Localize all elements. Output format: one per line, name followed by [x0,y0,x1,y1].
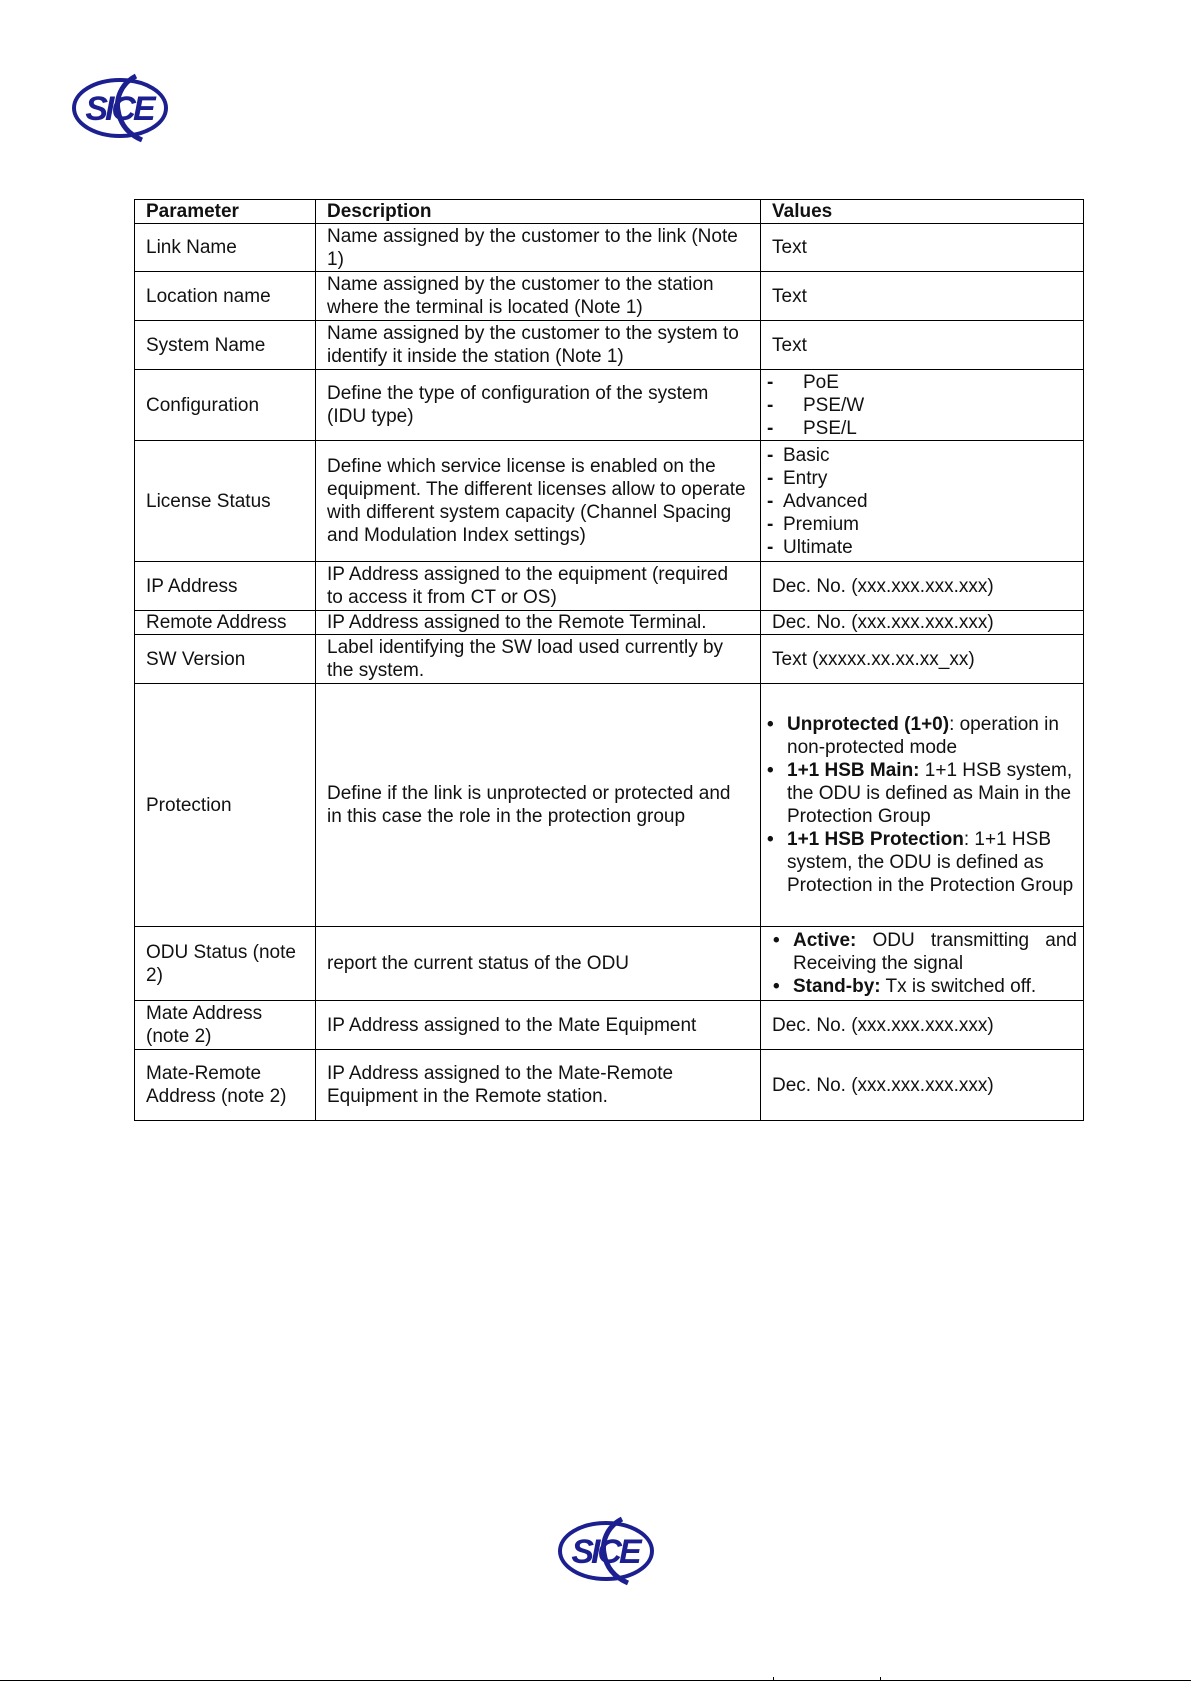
protection-values [765,713,1077,897]
value-cell [761,927,1084,1001]
parameter-cell: Link Name [135,224,316,272]
table-row [135,321,1084,370]
value-cell [761,684,1084,927]
table-row [135,1001,1084,1050]
list-item: • Stand-by: Tx is switched off. [765,975,1077,998]
parameter-cell: Protection [135,684,316,927]
parameter-cell: IP Address [135,562,316,611]
description-cell: Name assigned by the customer to the system to identify it inside the station (Note 1) [316,321,761,370]
parameter-cell: Remote Address [135,611,316,635]
value-cell: Text [761,224,1084,272]
description-cell: IP Address assigned to the Mate-Remote Equipment in the Remote station. [316,1050,761,1121]
footer-tick [773,1677,774,1680]
table-row [135,224,1084,272]
description-cell: IP Address assigned to the Mate Equipment [316,1001,761,1050]
value-cell: Text [761,321,1084,370]
header-description: Description [316,200,761,224]
parameter-cell: Configuration [135,370,316,441]
parameters-table [134,199,1084,1121]
table-row [135,1050,1084,1121]
list-item: - Ultimate [765,536,1072,559]
list-item: - Premium [765,513,1072,536]
parameter-cell: Mate Address (note 2) [135,1001,316,1050]
list-item: - Advanced [765,490,1072,513]
table-row [135,635,1084,684]
table-row [135,927,1084,1001]
header-values: Values [761,200,1084,224]
list-item: • Unprotected (1+0): operation in non-protected mode [765,713,1077,759]
value-cell: Text (xxxxx.xx.xx.xx_xx) [761,635,1084,684]
value-cell: Dec. No. (xxx.xxx.xxx.xxx) [761,562,1084,611]
value-cell: Dec. No. (xxx.xxx.xxx.xxx) [761,1050,1084,1121]
footer-tick [880,1677,881,1680]
value-cell [761,370,1084,441]
parameter-cell: System Name [135,321,316,370]
list-item: - Basic [765,444,1072,467]
list-item: • Active: ODU transmitting and Receiving the signal [765,929,1077,975]
list-item: - PSE/W [765,394,1072,417]
configuration-values [765,371,1072,440]
description-cell: Name assigned by the customer to the station where the terminal is located (Note 1) [316,272,761,321]
table-row [135,370,1084,441]
table-row [135,272,1084,321]
description-cell: report the current status of the ODU [316,927,761,1001]
description-cell: Define if the link is unprotected or protected and in this case the role in the protection group [316,684,761,927]
value-cell: Dec. No. (xxx.xxx.xxx.xxx) [761,611,1084,635]
odu-status-values [765,929,1077,998]
list-item: - PoE [765,371,1072,394]
footer-rule [0,1680,1191,1681]
svg-text:SICE: SICE [85,90,153,128]
list-item: - PSE/L [765,417,1072,440]
description-cell: Define which service license is enabled on the equipment. The different licenses allow to operate with different system capacity (Channel Spacing and Modulation Index settings) [316,441,761,562]
sice-logo-footer [556,1513,656,1589]
description-cell: Name assigned by the customer to the link (Note 1) [316,224,761,272]
value-cell: Text [761,272,1084,321]
table-row [135,562,1084,611]
description-cell: IP Address assigned to the Remote Terminal. [316,611,761,635]
parameter-cell: Mate-Remote Address (note 2) [135,1050,316,1121]
value-cell [761,441,1084,562]
list-item: • 1+1 HSB Protection: 1+1 HSB system, the ODU is defined as Protection in the Protection Group [765,828,1077,897]
header-parameter: Parameter [135,200,316,224]
description-cell: Define the type of configuration of the system (IDU type) [316,370,761,441]
sice-logo [70,70,170,146]
table-row [135,441,1084,562]
parameter-cell: ODU Status (note 2) [135,927,316,1001]
table-row [135,684,1084,927]
table-header-row [135,200,1084,224]
list-item: • 1+1 HSB Main: 1+1 HSB system, the ODU is defined as Main in the Protection Group [765,759,1077,828]
parameter-cell: SW Version [135,635,316,684]
description-cell: IP Address assigned to the equipment (required to access it from CT or OS) [316,562,761,611]
parameter-cell: Location name [135,272,316,321]
parameter-cell: License Status [135,441,316,562]
table-row [135,611,1084,635]
description-cell: Label identifying the SW load used currently by the system. [316,635,761,684]
license-values [765,444,1072,559]
svg-text:SICE: SICE [571,1533,639,1571]
value-cell: Dec. No. (xxx.xxx.xxx.xxx) [761,1001,1084,1050]
list-item: - Entry [765,467,1072,490]
